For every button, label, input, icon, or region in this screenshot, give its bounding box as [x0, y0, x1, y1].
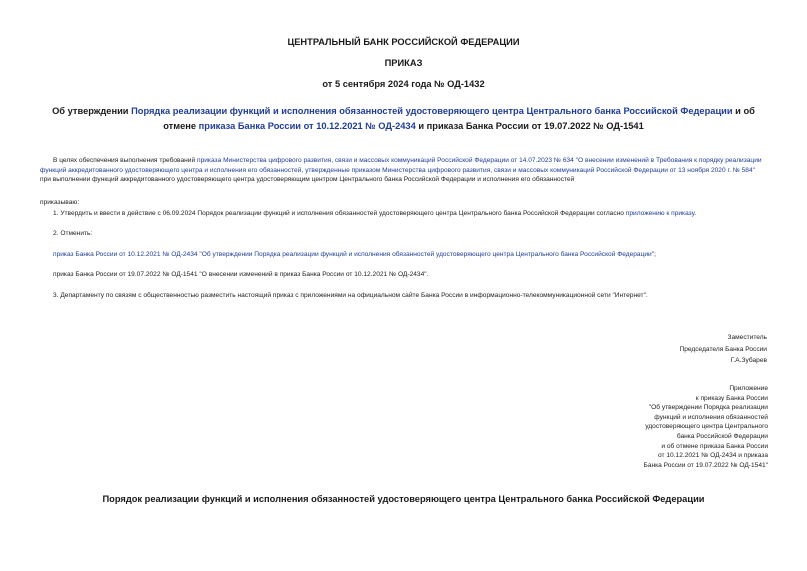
- preamble-text: при выполнении функций аккредитованного удостоверяющего центра удостоверяющим центром Центрального банка Российской Федерации и исполнения его обязанностей: [40, 176, 575, 183]
- appendix-line: функций и исполнения обязанностей: [654, 413, 768, 421]
- appendix-line: "Об утверждении Порядка реализации: [648, 404, 768, 412]
- preamble-link-ministry-order[interactable]: приказа Министерства цифрового развития, связи и массовых коммуникаций Российской Федерации от 14.07.2023 № 634 "О внесении изменений в Требования к порядку реализации функций аккредитованного удостоверяющего центра и исполнения его обязанностей, утвержденные приказом Министерства цифрового развития, связи и массовых коммуникаций Российской Федерации от 13 ноября 2020 г. № 584": [40, 157, 762, 174]
- document-type: ПРИКАЗ: [384, 58, 423, 68]
- item-2a-end: ;: [654, 251, 656, 258]
- item-1: [40, 209, 767, 219]
- item-2b: приказ Банка России от 19.07.2022 № ОД-1541 "О внесении изменений в приказ Банка России от 10.12.2021 № ОД-2434".: [53, 271, 429, 278]
- title-text: и приказа Банка России от 19.07.2022 № ОД-1541: [415, 121, 644, 131]
- title-link-procedure[interactable]: Порядка реализации функций и исполнения обязанностей удостоверяющего центра Центрального банка Российской Федерации: [131, 106, 733, 116]
- order-word: приказываю:: [40, 199, 80, 206]
- item-3: 3. Департаменту по связям с общественностью разместить настоящий приказ с приложениями на официальном сайте Банка России в информационно-телекоммуникационной сети "Интернет".: [53, 292, 648, 299]
- item-1-end: .: [694, 210, 697, 217]
- item-1-link-appendix[interactable]: приложению к приказу: [625, 210, 695, 217]
- appendix-line: Банка России от 19.07.2022 № ОД-1541": [643, 461, 768, 469]
- item-2a-link-order-od-2434[interactable]: приказ Банка России от 10.12.2021 № ОД-2434 "Об утверждении Порядка реализации функций и исполнения обязанностей удостоверяющего центра Центрального банка Российской Федерации": [53, 251, 655, 258]
- signature-line: Г.А.Зубарев: [730, 357, 767, 364]
- item-2: 2. Отменить:: [53, 230, 93, 237]
- appendix-title: Порядок реализации функций и исполнения обязанностей удостоверяющего центра Центрального банка Российской Федерации: [102, 494, 705, 504]
- signature-line: Председателя Банка России: [679, 345, 767, 353]
- appendix-line: Приложение: [729, 385, 768, 392]
- appendix-line: банка Российской Федерации: [676, 432, 768, 440]
- organization-name: ЦЕНТРАЛЬНЫЙ БАНК РОССИЙСКОЙ ФЕДЕРАЦИИ: [287, 37, 520, 47]
- appendix-line: от 10.12.2021 № ОД-2434 и приказа: [657, 452, 768, 460]
- appendix-block: [604, 384, 768, 470]
- item-2a: [40, 250, 767, 260]
- signature-block: [567, 332, 767, 367]
- title-text: и об отмене: [163, 106, 755, 131]
- preamble-text: В целях обеспечения выполнения требований: [53, 157, 197, 164]
- appendix-line: удостоверяющего центра Центрального: [645, 423, 768, 431]
- appendix-line: и об отмене приказа Банка России: [661, 442, 768, 450]
- item-1-text: 1. Утвердить и ввести в действие с 06.09.2024 Порядок реализации функций и исполнения обязанностей удостоверяющего центра Центрального банка Российской Федерации согласно: [53, 210, 626, 217]
- preamble-paragraph: [40, 156, 767, 185]
- title-text: Об утверждении: [52, 106, 132, 116]
- document-title: [40, 104, 767, 134]
- signature-line: Заместитель: [727, 334, 767, 341]
- title-link-order-od-2434[interactable]: приказа Банка России от 10.12.2021 № ОД-2434: [198, 121, 416, 131]
- appendix-line: к приказу Банка России: [695, 394, 768, 402]
- document-date-number: от 5 сентября 2024 года № ОД-1432: [322, 79, 485, 89]
